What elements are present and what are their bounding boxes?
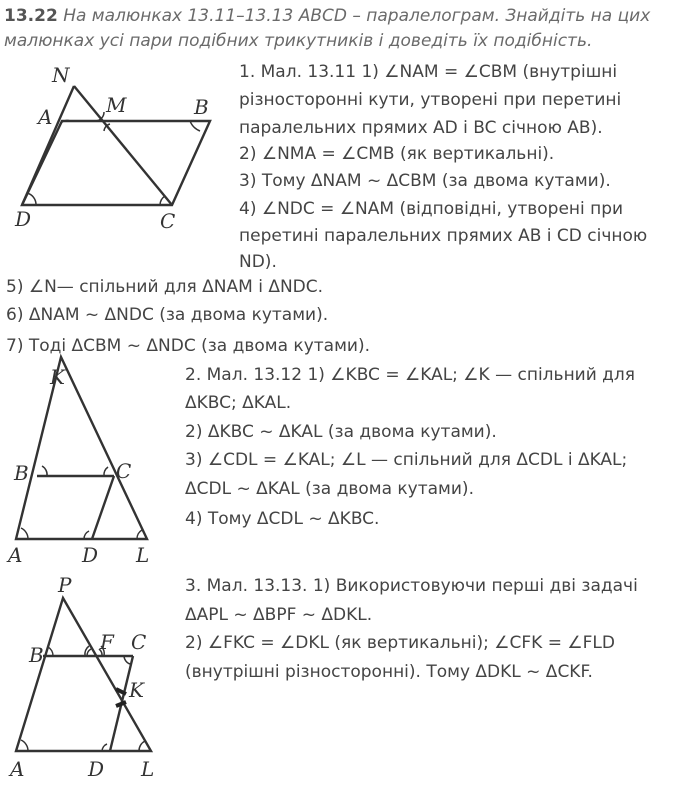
solution-line: 3) ∠CDL = ∠KAL; ∠L — спільний для ΔCDL і ΔKAL;: [185, 450, 628, 470]
solution-line: ΔCDL ~ ΔKAL (за двома кутами).: [185, 479, 474, 499]
label-p: P: [58, 573, 72, 597]
segment-nc: [74, 86, 172, 205]
problem-number: 13.22: [4, 6, 58, 26]
label-l: L: [136, 543, 150, 567]
solution-line: перетині паралельних прямих AB і CD січною: [239, 226, 648, 246]
solution-line: 1. Мал. 13.11 1) ∠NAM = ∠CBM (внутрішні: [239, 62, 618, 82]
label-l: L: [141, 757, 155, 781]
parallelogram-abcd: [22, 121, 210, 205]
angle-marks-fig3: [21, 646, 145, 751]
solution-line: 2) ΔKBC ~ ΔKAL (за двома кутами).: [185, 422, 497, 442]
label-d: D: [88, 757, 105, 781]
solution-line: 2) ∠NMA = ∠CMB (як вертикальні).: [239, 144, 555, 164]
vertical-angle-marks-k: [116, 689, 126, 706]
solution-line: 6) ΔNAM ~ ΔNDC (за двома кутами).: [6, 305, 329, 325]
solution-line: ΔKBC; ΔKAL.: [185, 393, 292, 413]
solution-line: 5) ∠N— спільний для ΔNAM і ΔNDC.: [6, 277, 324, 297]
solution-line: паралельних прямих AD і BC січною AB).: [239, 118, 603, 138]
label-d: D: [15, 207, 32, 231]
solution-line: 2) ∠FKC = ∠DKL (як вертикальні); ∠CFK = ∠FLD: [185, 633, 615, 653]
label-b: B: [14, 461, 29, 485]
label-c: C: [116, 459, 132, 483]
solution-line: ND).: [239, 252, 277, 272]
solution-line: 3. Мал. 13.13. 1) Використовуючи перші дві задачі: [185, 576, 638, 596]
label-c: C: [160, 209, 176, 233]
label-a: A: [38, 105, 53, 129]
problem-statement: На малюнках 13.11–13.13 ABCD – паралелограм. Знайдіть на цих малюнках усі пари подібних трикутників і доведіть їх подібність.: [4, 6, 651, 51]
segment-cd: [92, 476, 114, 539]
segment-cd: [110, 656, 133, 751]
solution-line: різносторонні кути, утворені при перетині: [239, 90, 622, 110]
label-n: N: [52, 63, 70, 87]
label-k: K: [50, 365, 65, 389]
triangle-kal: [16, 357, 147, 539]
label-f: F: [100, 630, 114, 654]
solution-line: 4) Тому ΔCDL ~ ΔKBC.: [185, 509, 380, 529]
triangle-apl: [16, 598, 151, 751]
solution-line: (внутрішні різносторонні). Тому ΔDKL ~ ΔCKF.: [185, 662, 593, 682]
label-d: D: [82, 543, 99, 567]
label-k: K: [129, 678, 144, 702]
label-b: B: [29, 643, 44, 667]
solution-line: 7) Тоді ΔCBM ~ ΔNDC (за двома кутами).: [6, 336, 370, 356]
label-b: B: [194, 95, 209, 119]
segment-dn: [22, 86, 74, 205]
label-a: A: [8, 543, 23, 567]
angle-marks-fig1: [27, 112, 200, 205]
angle-marks-fig2: [21, 466, 142, 539]
solution-line: 3) Тому ΔNAM ~ ΔCBM (за двома кутами).: [239, 171, 611, 191]
label-a: A: [10, 757, 25, 781]
problem-header: [4, 4, 692, 54]
solution-line: 4) ∠NDC = ∠NAM (відповідні, утворені при: [239, 199, 624, 219]
label-c: C: [131, 630, 147, 654]
label-m: M: [106, 93, 127, 117]
solution-line: 2. Мал. 13.12 1) ∠KBC = ∠KAL; ∠K — спільний для: [185, 365, 636, 385]
solution-line: ΔAPL ~ ΔBPF ~ ΔDKL.: [185, 605, 373, 625]
